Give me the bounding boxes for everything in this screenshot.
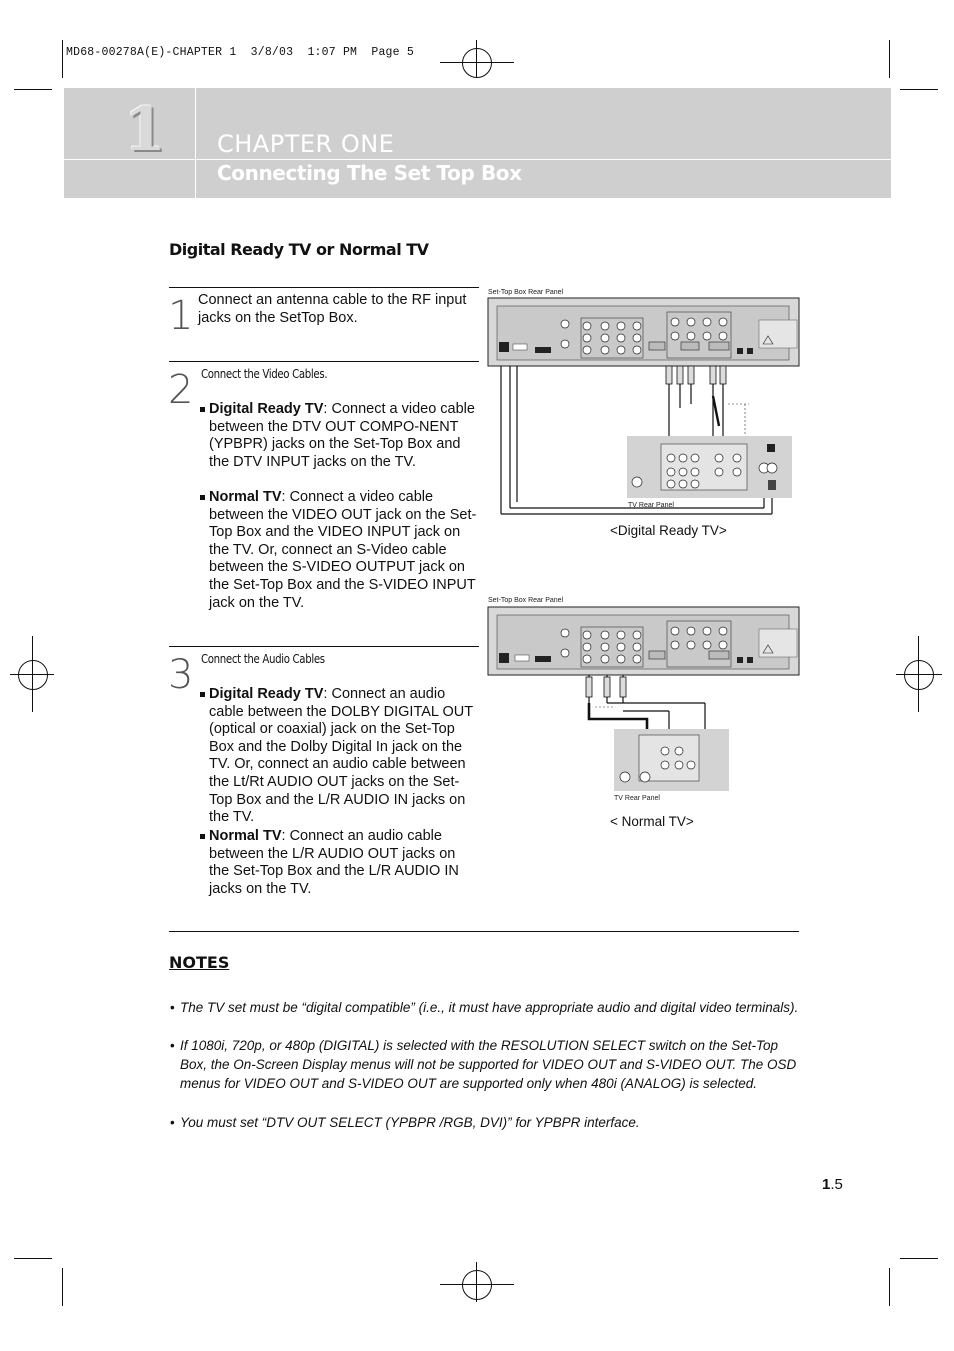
step-divider	[169, 646, 479, 647]
bullet-dot-icon: •	[170, 1038, 175, 1053]
banner-vertical-divider	[195, 88, 196, 198]
step-3-bullet-digital	[209, 686, 479, 827]
note-item: • The TV set must be “digital compatible” (i.e., it must have appropriate audio and digital video terminals).	[170, 998, 800, 1017]
crop-mark	[62, 1268, 63, 1306]
crop-mark	[14, 89, 52, 90]
banner-divider-line	[64, 159, 891, 160]
note-item: • If 1080i, 720p, or 480p (DIGITAL) is selected with the RESOLUTION SELECT switch on the Set-Top Box, the On-Screen Display menus will not be supported for VIDEO OUT and S-VIDEO OUT. The OSD menus for VIDEO OUT and S-VIDEO OUT are supported only when 480i (ANALOG) is selected.	[170, 1038, 797, 1092]
section-heading: Digital Ready TV or Normal TV	[169, 240, 429, 259]
bullet-square-icon	[200, 495, 205, 500]
set-top-panel-label: Set-Top Box Rear Panel	[488, 597, 564, 604]
notes-heading: NOTES	[169, 953, 230, 972]
bullet-dot-icon: •	[170, 1115, 175, 1130]
step-divider	[169, 287, 479, 288]
bullet-text: : Connect a video cable between the DTV OUT COMPO-NENT (YPBPR) jacks on the Set-Top Box and the DTV INPUT jacks on the TV.	[209, 401, 475, 470]
connection-diagram-1	[487, 296, 802, 521]
bullet-label: Digital Ready TV	[209, 401, 324, 417]
note-item: • You must set “DTV OUT SELECT (YPBPR /RGB, DVI)” for YPBPR interface.	[170, 1113, 800, 1132]
step-2-title: Connect the Video Cables.	[201, 367, 328, 381]
chapter-number: 1	[124, 95, 166, 165]
crop-mark	[900, 89, 938, 90]
step-1-text: Connect an antenna cable to the RF input jacks on the SetTop Box.	[198, 292, 467, 326]
step-number: 3	[168, 652, 194, 698]
crop-mark	[62, 40, 63, 78]
bullet-text: : Connect an audio cable between the L/R AUDIO OUT jacks on the Set-Top Box and the L/R AUDIO IN jacks on the TV.	[209, 828, 459, 897]
step-3-bullet-normal	[209, 828, 479, 898]
page-number: 1.5	[822, 1176, 843, 1193]
crop-mark	[14, 1258, 52, 1259]
bullet-label: Normal TV	[209, 489, 282, 505]
step-2-bullet-digital	[209, 401, 479, 471]
crop-mark	[900, 1258, 938, 1259]
bullet-text: : Connect a video cable between the VIDEO OUT jack on the Set-Top Box and the VIDEO INPUT jack on the TV. Or, connect an S-Video cable between the S-VIDEO OUTPUT jack on the Set-Top Box and the S-VIDEO INPUT jack on the TV.	[209, 489, 477, 611]
chapter-title: Connecting The Set Top Box	[217, 161, 522, 185]
step-number: 1	[168, 293, 194, 339]
connection-diagram-2	[487, 605, 802, 800]
bullet-square-icon	[200, 692, 205, 697]
bullet-text: : Connect an audio cable between the DOLBY DIGITAL OUT (optical or coaxial) jack on the Set-Top Box and the Dolby Digital In jack on the TV. Or, connect an audio cable between the Lt/Rt AUDIO OUT jacks on the Set-Top Box and the L/R AUDIO IN jacks on the TV.	[209, 686, 473, 826]
bullet-dot-icon: •	[170, 1000, 175, 1015]
bullet-label: Digital Ready TV	[209, 686, 324, 702]
crop-mark	[889, 40, 890, 78]
bullet-square-icon	[200, 407, 205, 412]
step-3-title: Connect the Audio Cables	[201, 652, 325, 666]
step-2-bullet-normal	[209, 489, 479, 612]
set-top-panel-label: Set-Top Box Rear Panel	[488, 289, 564, 296]
crop-mark	[889, 1268, 890, 1306]
tv-panel-label: TV Rear Panel	[628, 502, 674, 509]
notes-divider	[169, 931, 799, 932]
chapter-label: CHAPTER ONE	[217, 130, 395, 158]
print-header: MD68-00278A(E)-CHAPTER 1 3/8/03 1:07 PM Page 5	[66, 46, 414, 59]
diagram-caption: <Digital Ready TV>	[610, 523, 727, 538]
tv-panel-label: TV Rear Panel	[614, 795, 660, 802]
bullet-label: Normal TV	[209, 828, 282, 844]
step-divider	[169, 361, 479, 362]
bullet-square-icon	[200, 834, 205, 839]
step-number: 2	[168, 367, 194, 413]
diagram-caption: < Normal TV>	[610, 814, 694, 829]
